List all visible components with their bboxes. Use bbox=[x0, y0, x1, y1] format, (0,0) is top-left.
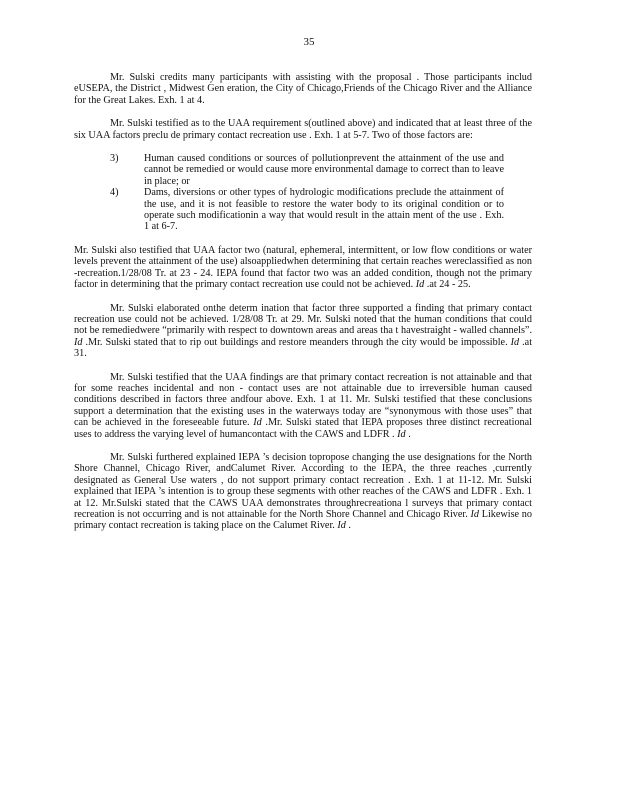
factor-number: 3) bbox=[110, 153, 119, 165]
paragraph-text: Mr. Sulski elaborated onthe determ ination that factor three supported a finding that primary contact recreation use could not be achieved. 1/28/08 Tr. at 29. Mr. Sulski noted that the human conditions that could not be remediedwere “primarily with respect to downtown areas and areas tha t havestraight - walled channels”. bbox=[74, 302, 532, 337]
citation-id: Id bbox=[74, 336, 83, 348]
factor-text: Dams, diversions or other types of hydrologic modifications preclude the attainment of the use, and it is not feasible to restore the water body to its original condition or to operate such modificationin a way that would result in the attain ment of the use . Exh. 1 at 6-7. bbox=[144, 187, 504, 233]
citation-id: Id bbox=[470, 509, 479, 520]
paragraph-text: Mr. Sulski credits many participants with assisting with the proposal . Those participants includ eUSEPA, the District , Midwest Gen eration, the City of Chicago,Friends of the Chicago River and the Alliance for the Great Lakes. Exh. 1 at 4. bbox=[74, 72, 532, 106]
citation-tail: .at 31. bbox=[74, 336, 533, 360]
paragraph-uaa-findings bbox=[74, 372, 532, 440]
citation-tail: Likewise no primary contact recreation is taking place on the Calumet River. bbox=[74, 509, 532, 532]
factor-item bbox=[74, 187, 532, 233]
paragraph-uaa-factors bbox=[74, 118, 532, 141]
citation-id: Id bbox=[253, 417, 262, 429]
paragraph-text: Mr. Sulski furthered explained IEPA ’s decision topropose changing the use designations for the North Shore Channel, Chicago River, andCalumet River. According to the IEPA, the three reaches ,currently designated as General Use waters , do not support primary contact recreation . Exh. 1 at 11-12. Mr. Sulski explained that IEPA ’s intention is to group these segments with other reaches of the CAWS and LDFR . Exh. 1 at 12. Mr.Sulski stated that the CAWS UAA demonstrates throughrecreationa l surveys that primary contact recreation is not occurring and is not attainable for the North Shore Channel and Chicago River. bbox=[74, 451, 532, 520]
citation-id: Id bbox=[337, 520, 346, 532]
paragraph-participants bbox=[74, 72, 532, 106]
citation-id: Id bbox=[510, 336, 520, 348]
citation-tail: .Mr. Sulski stated that to rip out buildings and restore meanders through the city would be impossible. bbox=[85, 336, 508, 348]
document-body bbox=[74, 72, 532, 544]
citation-tail: . bbox=[348, 520, 351, 532]
citation-id: Id bbox=[415, 279, 425, 291]
citation-tail: .Mr. Sulski stated that IEPA proposes three distinct recreational uses to address the varying level of humancontact with the CAWS and LDFR . bbox=[74, 417, 533, 440]
paragraph-use-designations bbox=[74, 452, 532, 532]
factor-item bbox=[74, 153, 532, 187]
factor-text: Human caused conditions or sources of pollutionprevent the attainment of the use and cannot be remedied or would cause more environmental damage to correct than to leave in place; or bbox=[144, 153, 504, 187]
citation-tail: .at 24 - 25. bbox=[426, 279, 471, 291]
paragraph-text: Mr. Sulski testified as to the UAA requirement s(outlined above) and indicated that at least three of the six UAA factors preclu de primary contact recreation use . Exh. 1 at 5-7. Two of those factors are: bbox=[74, 118, 532, 141]
paragraph-factor-two bbox=[74, 245, 532, 291]
citation-tail: . bbox=[408, 428, 411, 440]
citation-id: Id bbox=[397, 428, 406, 440]
paragraph-text: Mr. Sulski also testified that UAA factor two (natural, ephemeral, intermittent, or low flow conditions or water levels prevent the attainment of the use) alsoappliedwhen determining that certain reaches wereclassified as non -recreation.1/28/08 Tr. at 23 - 24. IEPA found that factor two was an added condition, though not the primary factor in determining that the primary contact recreation use could not be achieved. bbox=[74, 244, 532, 291]
factor-number: 4) bbox=[110, 187, 119, 199]
page-number: 35 bbox=[303, 36, 315, 48]
paragraph-factor-three bbox=[74, 303, 532, 360]
paragraph-text: Mr. Sulski testified that the UAA findings are that primary contact recreation is not attainable and that for some reaches incidental and non - contact uses are not attainable due to irreversible human caused conditions described in factors three andfour above. Exh. 1 at 11. Mr. Sulski testified that these conclusions support a determination that the existing uses in the waterways today are “synonymous with those uses” that can be achieved in the foreseeable future. bbox=[74, 371, 532, 429]
factor-list bbox=[74, 153, 532, 233]
